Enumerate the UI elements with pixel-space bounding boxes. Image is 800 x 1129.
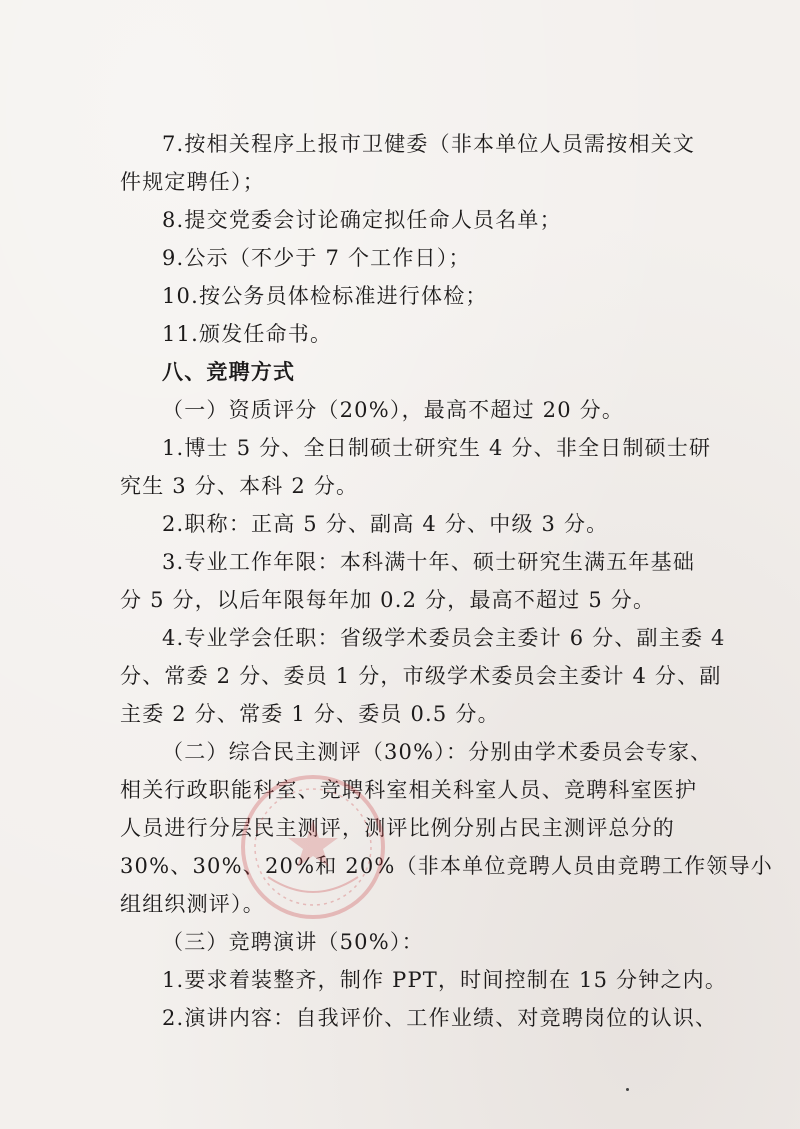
paragraph-line: 究生 3 分、本科 2 分。 (120, 474, 359, 498)
paragraph-line: 30%、30%、20%和 20%（非本单位竞聘人员由竞聘工作领导小 (120, 854, 773, 878)
paragraph-line: 件规定聘任）； (120, 170, 265, 194)
paragraph-line: 组组织测评）。 (120, 892, 265, 916)
paragraph-line: （三）竞聘演讲（50%）： (162, 930, 424, 954)
scan-speck (626, 1088, 629, 1091)
section-heading: 八、竞聘方式 (162, 359, 296, 384)
paragraph-line: （二）综合民主测评（30%）：分别由学术委员会专家、 (162, 740, 713, 764)
paragraph-line: 8.提交党委会讨论确定拟任命人员名单； (162, 208, 562, 232)
paragraph-line: 9.公示（不少于 7 个工作日）； (162, 246, 471, 270)
paragraph-line: 3.专业工作年限：本科满十年、硕士研究生满五年基础 (162, 550, 696, 574)
paragraph-line: 11.颁发任命书。 (162, 322, 333, 346)
paragraph-line: （一）资质评分（20%），最高不超过 20 分。 (162, 398, 625, 422)
paragraph-line: 4.专业学会任职：省级学术委员会主委计 6 分、副主委 4 (162, 626, 726, 650)
paragraph-line: 2.演讲内容：自我评价、工作业绩、对竞聘岗位的认识、 (162, 1006, 718, 1030)
paragraph-line: 分、常委 2 分、委员 1 分，市级学术委员会主委计 4 分、副 (120, 664, 722, 688)
paragraph-line: 7.按相关程序上报市卫健委（非本单位人员需按相关文 (162, 132, 696, 156)
paragraph-line: 10.按公务员体检标准进行体检； (162, 284, 488, 308)
paragraph-line: 1.博士 5 分、全日制硕士研究生 4 分、非全日制硕士研 (162, 436, 712, 460)
paragraph-line: 分 5 分，以后年限每年加 0.2 分，最高不超过 5 分。 (120, 588, 656, 612)
paragraph-line: 主委 2 分、常委 1 分、委员 0.5 分。 (120, 702, 500, 726)
paragraph-line: 2.职称：正高 5 分、副高 4 分、中级 3 分。 (162, 512, 609, 536)
paragraph-line: 相关行政职能科室、竞聘科室相关科室人员、竞聘科室医护 (120, 778, 698, 802)
paragraph-line: 1.要求着装整齐，制作 PPT，时间控制在 15 分钟之内。 (162, 968, 728, 992)
paragraph-line: 人员进行分层民主测评，测评比例分别占民主测评总分的 (120, 816, 675, 840)
